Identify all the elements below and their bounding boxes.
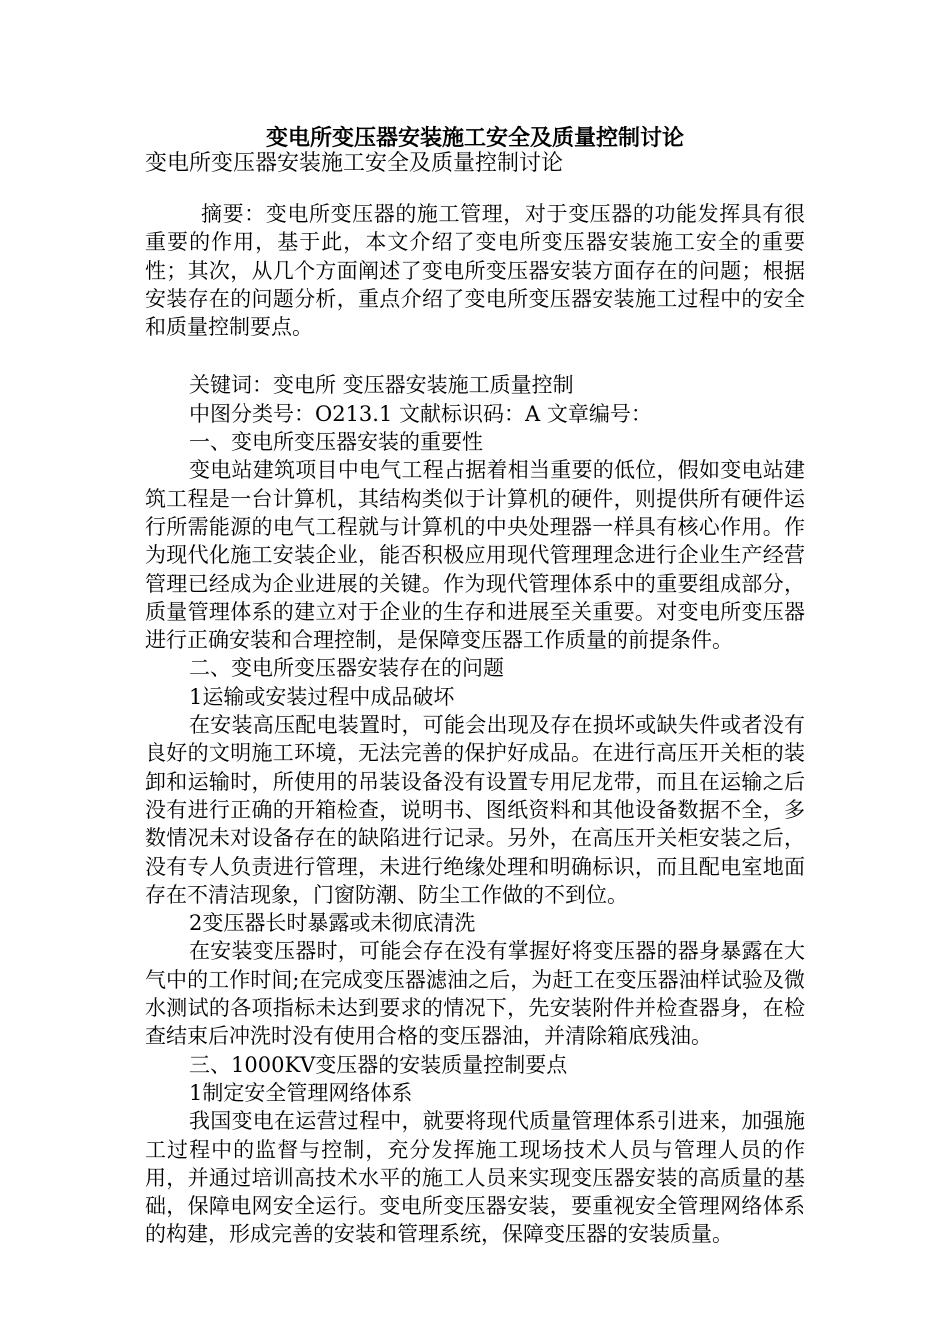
section-1-heading: 一、变电所变压器安装的重要性 (189, 430, 483, 455)
section-2-heading: 二、变电所变压器安装存在的问题 (189, 656, 504, 681)
section-2-paragraph-1: 在安装高压配电装置时，可能会出现及存在损坏或缺失件或者没有良好的文明施工环境，无法完善的保护好成品。在进行高压开关柜的装卸和运输时，所使用的吊装设备没有设置专用尼龙带，而且在运输之后没有进行正确的开箱检查，说明书、图纸资料和其他设备数据不全，多数情况未对设备存在的缺陷进行记录。另外，在高压开关柜安装之后，没有专人负责进行管理，未进行绝缘处理和明确标识，而且配电室地面存在不清洁现象，门窗防潮、防尘工作做的不到位。 (145, 713, 805, 907)
section-2-subheading-2: 2变压器长时暴露或未彻底清洗 (189, 911, 476, 936)
document-title: 变电所变压器安装施工安全及质量控制讨论 (265, 125, 684, 151)
section-2-paragraph-2: 在安装变压器时，可能会存在没有掌握好将变压器的器身暴露在大气中的工作时间;在完成变压器滤油之后，为赶工在变压器油样试验及微水测试的各项指标未达到要求的情况下，先安装附件并检查器身，在检查结束后冲洗时没有使用合格的变压器油，并清除箱底残油。 (145, 939, 805, 1049)
section-3-paragraph-1: 我国变电在运营过程中，就要将现代质量管理体系引进来，加强施工过程中的监督与控制，充分发挥施工现场技术人员与管理人员的作用，并通过培训高技术水平的施工人员来实现变压器安装的高质量的基础，保障电网安全运行。变电所变压器安装，要重视安全管理网络体系的构建，形成完善的安装和管理系统，保障变压器的安装质量。 (145, 1109, 805, 1247)
abstract-paragraph: 摘要：变电所变压器的施工管理，对于变压器的功能发挥具有很重要的作用，基于此，本文介绍了变电所变压器安装施工安全的重要性；其次，从几个方面阐述了变电所变压器安装方面存在的问题；根据安装存在的问题分析，重点介绍了变电所变压器安装施工过程中的安全和质量控制要点。 (145, 202, 805, 340)
section-2-subheading-1: 1运输或安装过程中成品破坏 (189, 684, 455, 709)
section-1-paragraph: 变电站建筑项目中电气工程占据着相当重要的低位，假如变电站建筑工程是一台计算机，其结构类似于计算机的硬件，则提供所有硬件运行所需能源的电气工程就与计算机的中央处理器一样具有核心作用。作为现代化施工安装企业，能否积极应用现代管理理念进行企业生产经营管理已经成为企业进展的关键。作为现代管理体系中的重要组成部分，质量管理体系的建立对于企业的生存和进展至关重要。对变电所变压器进行正确安装和合理控制，是保障变压器工作质量的前提条件。 (145, 458, 805, 653)
document-subtitle: 变电所变压器安装施工安全及质量控制讨论 (145, 151, 564, 176)
classification-line: 中图分类号：O213.1 文献标识码：A 文章编号： (189, 401, 652, 426)
keywords-line: 关键词：变电所 变压器安装施工质量控制 (189, 373, 574, 398)
section-3-heading: 三、1000KV变压器的安装质量控制要点 (189, 1052, 568, 1077)
document-body (145, 200, 805, 1249)
section-3-subheading-1: 1制定安全管理网络体系 (189, 1080, 413, 1105)
